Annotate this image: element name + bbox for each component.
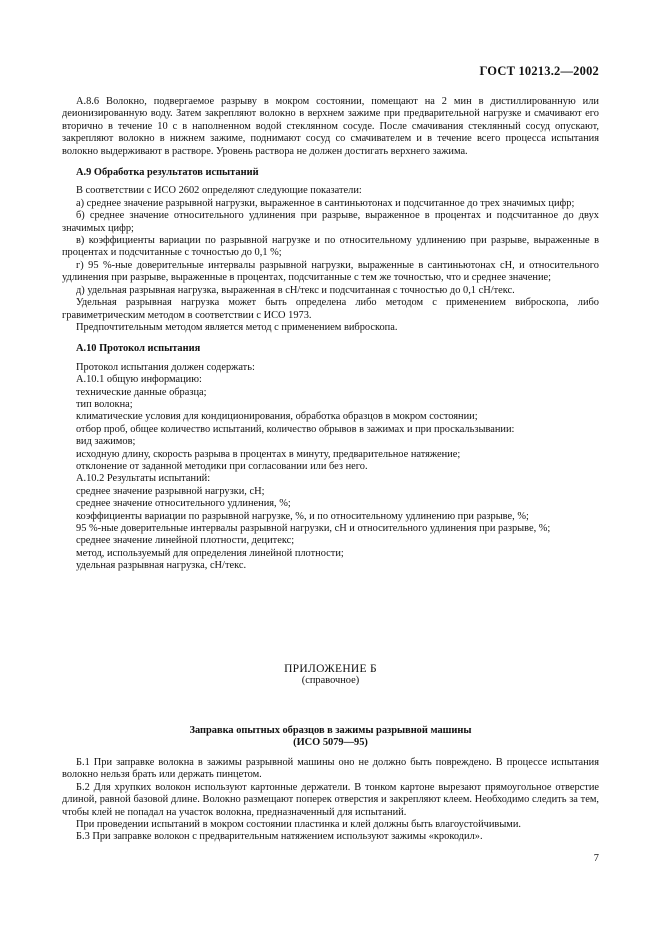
a9-item-d: д) удельная разрывная нагрузка, выраженная в сН/текс и подсчитанная с точностью до 0,1 сН/текс. [76, 284, 515, 296]
a10-line: среднее значение линейной плотности, децитекс; [76, 535, 295, 547]
a10-line: среднее значение относительного удлинения, %; [76, 498, 291, 510]
a10-line: 95 %-ные доверительные интервалы разрывной нагрузки, сН и относительного удлинения при разрыве, %; [76, 523, 551, 534]
a10-line: отклонение от заданной методики при согласовании или без него. [76, 460, 368, 472]
appendix-paragraph-b1: Б.1 При заправке волокна в зажимы разрывной машины оно не должно быть повреждено. В процессе испытания волокно нельзя брать или держать пинцетом. [62, 757, 599, 781]
a10-line: А.10.1 общую информацию: [76, 374, 202, 386]
a9-note-1: Удельная разрывная нагрузка может быть определена либо методом с применением виброскопа, либо гравиметрическим методом в соответствии с ИСО 1973. [62, 297, 599, 321]
appendix-paragraph-b3: Б.3 При заправке волокон с предварительным натяжением используют зажимы «крокодил». [76, 831, 483, 843]
a9-note-2: Предпочтительным методом является метод с применением виброскопа. [76, 321, 398, 333]
a9-item-v: в) коэффициенты вариации по разрывной нагрузке и по относительному удлинению при разрыве, выраженные в процентах и подсчитанные с точностью до 0,1 %; [62, 235, 599, 259]
document-code-header: ГОСТ 10213.2—2002 [479, 64, 599, 78]
a10-line: среднее значение разрывной нагрузки, сН; [76, 485, 265, 497]
appendix-title-block [62, 663, 599, 688]
a9-item-g: г) 95 %-ные доверительные интервалы разрывной нагрузки, выраженные в сантиньютонах сН, и относительного удлинения при разрыве, выраженные в процентах, подсчитанные с тем же точностью, что и среднее значение; [62, 259, 599, 284]
a10-line: А.10.2 Результаты испытаний: [76, 473, 211, 485]
page-number: 7 [593, 853, 599, 864]
a9-item-a: а) среднее значение разрывной нагрузки, выраженное в сантиньютонах и подсчитанное до трех значимых цифр; [76, 197, 575, 209]
appendix-paragraph-b2-note: При проведении испытаний в мокром состоянии пластинка и клей должны быть влагоустойчивыми. [76, 819, 522, 831]
a10-line: климатические условия для кондиционирования, обработка образцов в мокром состоянии; [76, 411, 478, 423]
appendix-paragraph-b2: Б.2 Для хрупких волокон используют картонные держатели. В тонком картоне вырезают прямоугольное отверстие длиной, равной базовой длине. Волокно размещают поперек отверстия и закрепляют клеем. Необходимо следить за тем, чтобы клей не попадал на участок волокна, предназначенный для испытаний. [62, 781, 599, 818]
appendix-heading-line-2: (ИСО 5079—95) [293, 737, 368, 749]
section-heading-a9: А.9 Обработка результатов испытаний [76, 167, 259, 179]
appendix-heading-line-1: Заправка опытных образцов в зажимы разрывной машины [189, 725, 472, 736]
appendix-heading-block [62, 725, 599, 750]
a10-line: коэффициенты вариации по разрывной нагрузке, %, и по относительному удлинению при разрыве, %; [76, 510, 529, 522]
a10-line: технические данные образца; [76, 386, 207, 398]
a10-line: вид зажимов; [76, 436, 136, 448]
appendix-title: ПРИЛОЖЕНИЕ Б [284, 663, 377, 675]
main-content [62, 96, 599, 573]
a10-line: удельная разрывная нагрузка, сН/текс. [76, 560, 247, 572]
a10-line: тип волокна; [76, 398, 133, 410]
appendix-subtitle: (справочное) [301, 675, 360, 687]
a9-intro: В соответствии с ИСО 2602 определяют следующие показатели: [76, 185, 362, 197]
appendix-text [62, 757, 599, 844]
paragraph-a86: А.8.6 Волокно, подвергаемое разрыву в мокром состоянии, помещают на 2 мин в дистиллированную или деионизированную воду. Затем закрепляют волокно в верхнем зажиме при предварительной нагрузке и смачивают его вторично в течение 10 с в наполненном водой стеклянном сосуде. После смачивания стеклянный сосуд опускают, закрепляют волокно в нижнем зажиме, поднимают сосуд со смачивателем и в течение всего процесса испытания волокно выдерживают в растворе. Уровень раствора не должен достигать верхнего зажима. [62, 96, 599, 157]
section-heading-a10: А.10 Протокол испытания [76, 343, 201, 355]
a10-line: Протокол испытания должен содержать: [76, 361, 255, 373]
a10-line: метод, используемый для определения линейной плотности; [76, 547, 344, 559]
a9-item-b: б) среднее значение относительного удлинения при разрыве, выраженное в процентах и подсчитанное до двух значимых цифр; [62, 210, 599, 234]
a10-line: отбор проб, общее количество испытаний, количество обрывов в зажимах и при проскальзывании: [76, 423, 515, 435]
a10-line: исходную длину, скорость разрыва в процентах в минуту, предварительное натяжение; [76, 448, 461, 460]
